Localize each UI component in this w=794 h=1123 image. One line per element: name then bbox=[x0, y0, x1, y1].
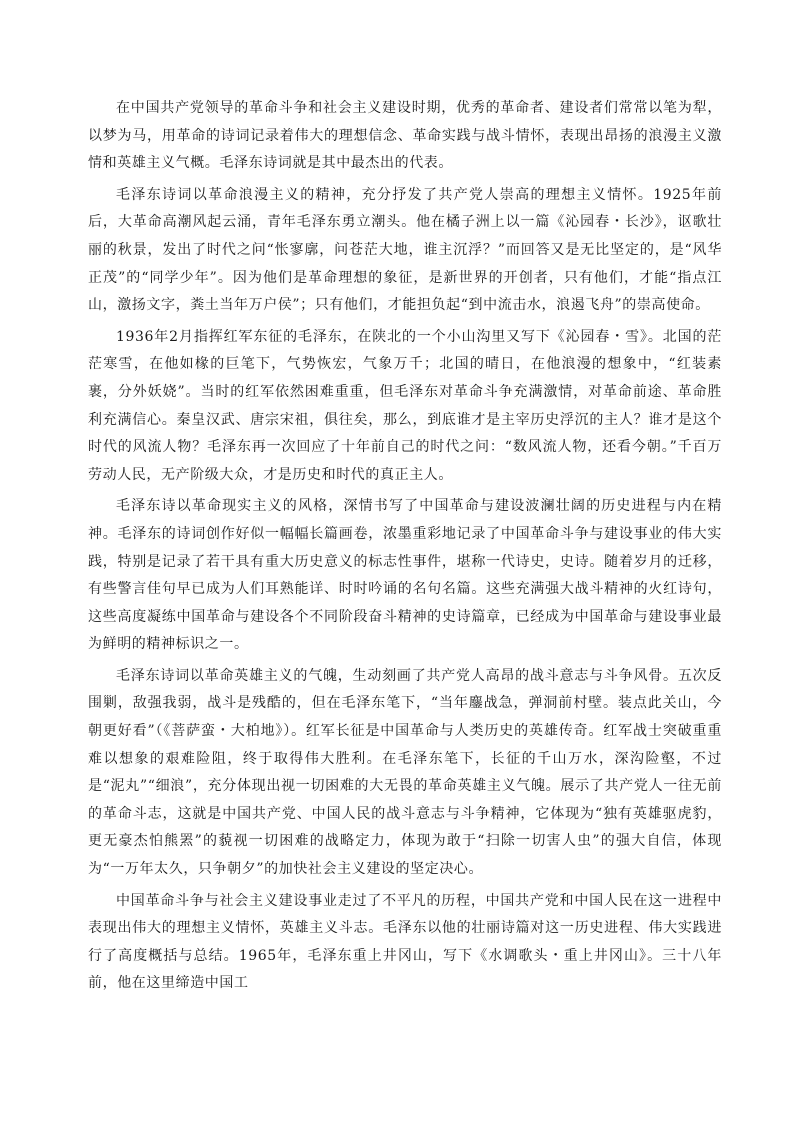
paragraph: 在中国共产党领导的革命斗争和社会主义建设时期，优秀的革命者、建设者们常常以笔为犁，以梦为马，用革命的诗词记录着伟大的理想信念、革命实践与战斗情怀，表现出昂扬的浪漫主义激情和英雄主义气概。毛泽东诗词就是其中最杰出的代表。 bbox=[88, 100, 722, 172]
paragraph: 中国革命斗争与社会主义建设事业走过了不平凡的历程，中国共产党和中国人民在这一进程中表现出伟大的理想主义情怀，英雄主义斗志。毛泽东以他的壮丽诗篇对这一历史进程、伟大实践进行了高度概括与总结。1965年，毛泽东重上井冈山，写下《水调歌头・重上井冈山》。三十八年前，他在这里缔造中国工 bbox=[88, 892, 722, 992]
paragraph: 毛泽东诗词以革命英雄主义的气魄，生动刻画了共产党人高昂的战斗意志与斗争风骨。五次反围剿，敌强我弱，战斗是残酷的，但在毛泽东笔下，“当年鏖战急，弹洞前村壁。装点此关山，今朝更好看”（《菩萨蛮・大柏地》）。红军长征是中国革命与人类历史的英雄传奇。红军战士突破重重难以想象的艰难险阻，终于取得伟大胜利。在毛泽东笔下，长征的千山万水，深沟险壑，不过是“泥丸”“细浪”，充分体现出视一切困难的大无畏的革命英雄主义气魄。展示了共产党人一往无前的革命斗志，这就是中国共产党、中国人民的战斗意志与斗争精神，它体现为“独有英雄驱虎豹，更无豪杰怕熊罴”的藐视一切困难的战略定力，体现为敢于“扫除一切害人虫”的强大自信，体现为“一万年太久，只争朝夕”的加快社会主义建设的坚定决心。 bbox=[88, 667, 722, 878]
paragraph: 毛泽东诗词以革命浪漫主义的精神，充分抒发了共产党人崇高的理想主义情怀。1925年前后，大革命高潮风起云涌，青年毛泽东勇立潮头。他在橘子洲上以一篇《沁园春・长沙》，讴歌壮丽的秋景，发出了时代之问“怅寥廓，问苍茫大地，谁主沉浮？”而回答又是无比坚定的，是“风华正茂”的“同学少年”。因为他们是革命理想的象征，是新世界的开创者，只有他们，才能“指点江山，激扬文字，粪土当年万户侯”；只有他们，才能担负起“到中流击水，浪遏飞舟”的崇高使命。 bbox=[88, 186, 722, 314]
paragraph: 1936年2月指挥红军东征的毛泽东，在陕北的一个小山沟里又写下《沁园春・雪》。北国的茫茫寒雪，在他如椽的巨笔下，气势恢宏，气象万千；北国的晴日，在他浪漫的想象中，“红装素裹，分外妖娆”。当时的红军依然困难重重，但毛泽东对革命斗争充满激情，对革命前途、革命胜利充满信心。秦皇汉武、唐宗宋祖，俱往矣，那么，到底谁才是主宰历史浮沉的主人？谁才是这个时代的风流人物？毛泽东再一次回应了十年前自己的时代之问：“数风流人物，还看今朝。”千百万劳动人民，无产阶级大众，才是历史和时代的真正主人。 bbox=[88, 328, 722, 483]
paragraph: 毛泽东诗以革命现实主义的风格，深情书写了中国革命与建设波澜壮阔的历史进程与内在精神。毛泽东的诗词创作好似一幅幅长篇画卷，浓墨重彩地记录了中国革命斗争与建设事业的伟大实践，特别是记录了若干具有重大历史意义的标志性事件，堪称一代诗史，史诗。随着岁月的迁移，有些警言佳句早已成为人们耳熟能详、时时吟诵的名句名篇。这些充满强大战斗精神的火红诗句，这些高度凝练中国革命与建设各个不同阶段奋斗精神的史诗篇章，已经成为中国革命与建设事业最为鲜明的精神标识之一。 bbox=[88, 498, 722, 653]
